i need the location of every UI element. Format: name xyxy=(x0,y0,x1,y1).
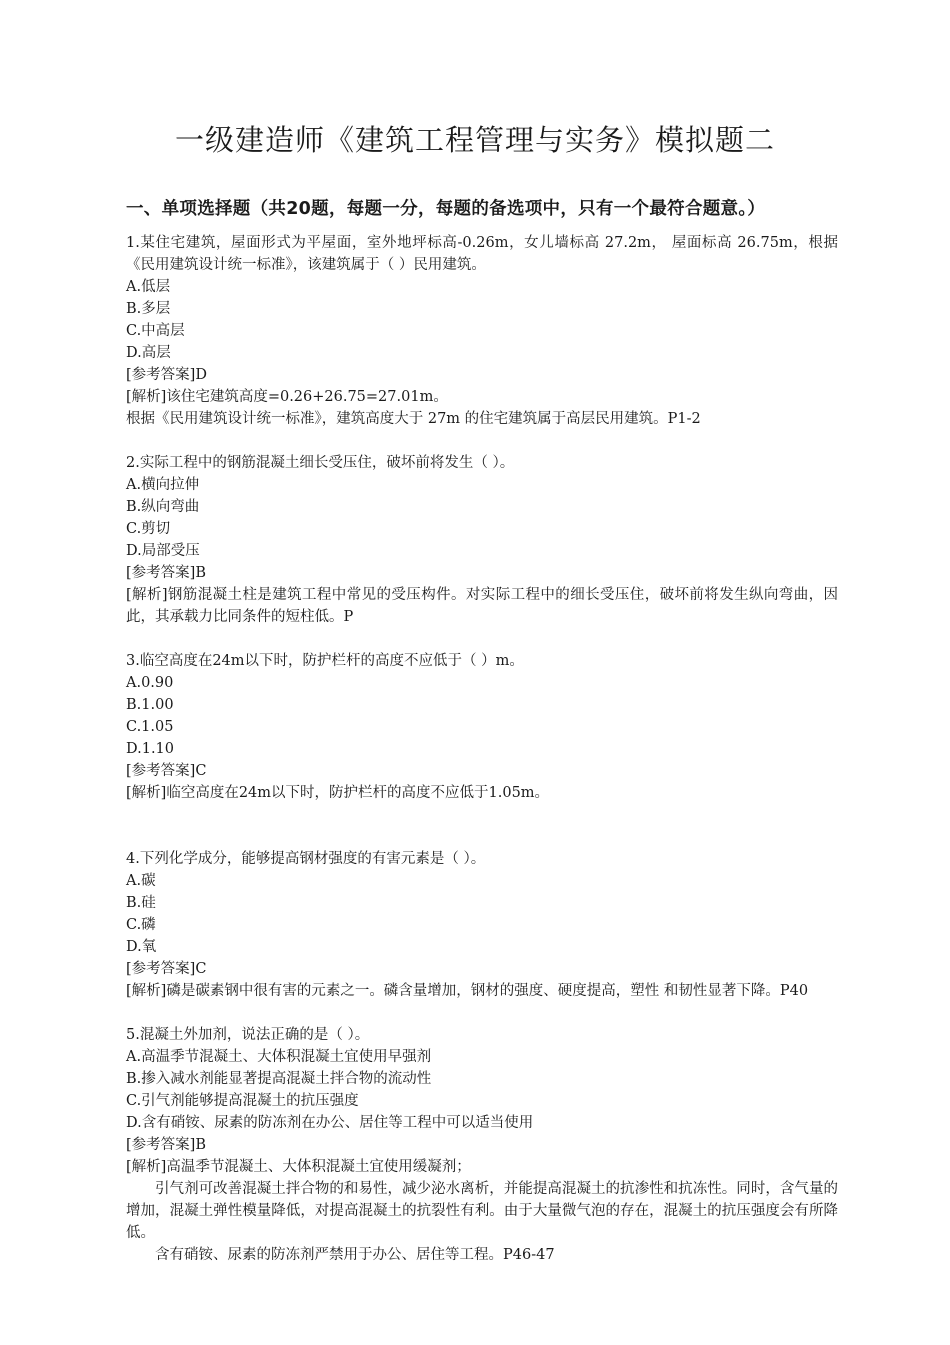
analysis-paragraph: 引气剂可改善混凝土拌合物的和易性，减少泌水离析，并能提高混凝土的抗渗性和抗冻性。同时，含气量的增加，混凝土弹性模量降低，对提高混凝土的抗裂性有利。由于大量微气泡的存在，混凝土的抗压强度会有所降低。 xyxy=(126,1181,838,1241)
option-d: D.含有硝铵、尿素的防冻剂在办公、居住等工程中可以适当使用 xyxy=(126,1115,534,1131)
section-heading: 一、单项选择题（共20题，每题一分，每题的备选项中，只有一个最符合题意。） xyxy=(126,199,766,219)
option-b: B.掺入减水剂能显著提高混凝土拌合物的流动性 xyxy=(126,1071,432,1087)
option-d: D.高层 xyxy=(126,345,171,361)
option-d: D.氧 xyxy=(126,939,157,955)
option-c: C.1.05 xyxy=(126,719,174,735)
option-c: C.磷 xyxy=(126,917,156,933)
question-5 xyxy=(126,1024,838,1266)
question-1 xyxy=(126,232,838,430)
question-stem: 1.某住宅建筑，屋面形式为平屋面，室外地坪标高-0.26m，女儿墙标高 27.2m， 屋面标高 26.75m，根据《民用建筑设计统一标准》，该建筑属于（ ）民用建筑。 xyxy=(126,235,838,273)
option-b: B.硅 xyxy=(126,895,156,911)
question-stem: 3.临空高度在24m以下时，防护栏杆的高度不应低于（ ）m。 xyxy=(126,653,524,669)
option-a: A.碳 xyxy=(126,873,156,889)
question-list xyxy=(126,232,838,1266)
option-c: C.引气剂能够提高混凝土的抗压强度 xyxy=(126,1093,359,1109)
reference-answer: [参考答案]B xyxy=(126,565,206,581)
analysis-line: 根据《民用建筑设计统一标准》，建筑高度大于 27m 的住宅建筑属于高层民用建筑。P1-2 xyxy=(126,411,701,427)
analysis-paragraph: 含有硝铵、尿素的防冻剂严禁用于办公、居住等工程。P46-47 xyxy=(155,1247,555,1263)
question-4 xyxy=(126,848,838,1002)
option-b: B.多层 xyxy=(126,301,171,317)
option-c: C.中高层 xyxy=(126,323,185,339)
question-2 xyxy=(126,452,838,628)
option-c: C.剪切 xyxy=(126,521,171,537)
reference-answer: [参考答案]C xyxy=(126,961,207,977)
reference-answer: [参考答案]C xyxy=(126,763,207,779)
analysis-line: [解析]该住宅建筑高度=0.26+26.75=27.01m。 xyxy=(126,389,448,405)
option-d: D.1.10 xyxy=(126,741,175,757)
analysis-line: [解析]高温季节混凝土、大体积混凝土宜使用缓凝剂； xyxy=(126,1159,471,1175)
analysis-line: [解析]磷是碳素钢中很有害的元素之一。磷含量增加，钢材的强度、硬度提高，塑性 和韧性显著下降。P40 xyxy=(126,983,809,999)
question-3 xyxy=(126,650,838,804)
option-d: D.局部受压 xyxy=(126,543,200,559)
option-a: A.横向拉伸 xyxy=(126,477,200,493)
reference-answer: [参考答案]D xyxy=(126,367,207,383)
analysis-line: [解析]钢筋混凝土柱是建筑工程中常见的受压构件。对实际工程中的细长受压住，破坏前将发生纵向弯曲，因此，其承载力比同条件的短柱低。P xyxy=(126,587,838,625)
reference-answer: [参考答案]B xyxy=(126,1137,206,1153)
option-a: A.0.90 xyxy=(126,675,174,691)
question-stem: 2.实际工程中的钢筋混凝土细长受压住，破坏前将发生（ ）。 xyxy=(126,455,515,471)
question-stem: 4.下列化学成分，能够提高钢材强度的有害元素是（ ）。 xyxy=(126,851,486,867)
option-a: A.低层 xyxy=(126,279,171,295)
option-b: B.1.00 xyxy=(126,697,174,713)
option-a: A.高温季节混凝土、大体积混凝土宜使用早强剂 xyxy=(126,1049,432,1065)
document-title: 一级建造师《建筑工程管理与实务》模拟题二 xyxy=(174,123,775,157)
analysis-line: [解析]临空高度在24m以下时，防护栏杆的高度不应低于1.05m。 xyxy=(126,785,550,801)
question-stem: 5.混凝土外加剂，说法正确的是（ ）。 xyxy=(126,1027,370,1043)
option-b: B.纵向弯曲 xyxy=(126,499,200,515)
